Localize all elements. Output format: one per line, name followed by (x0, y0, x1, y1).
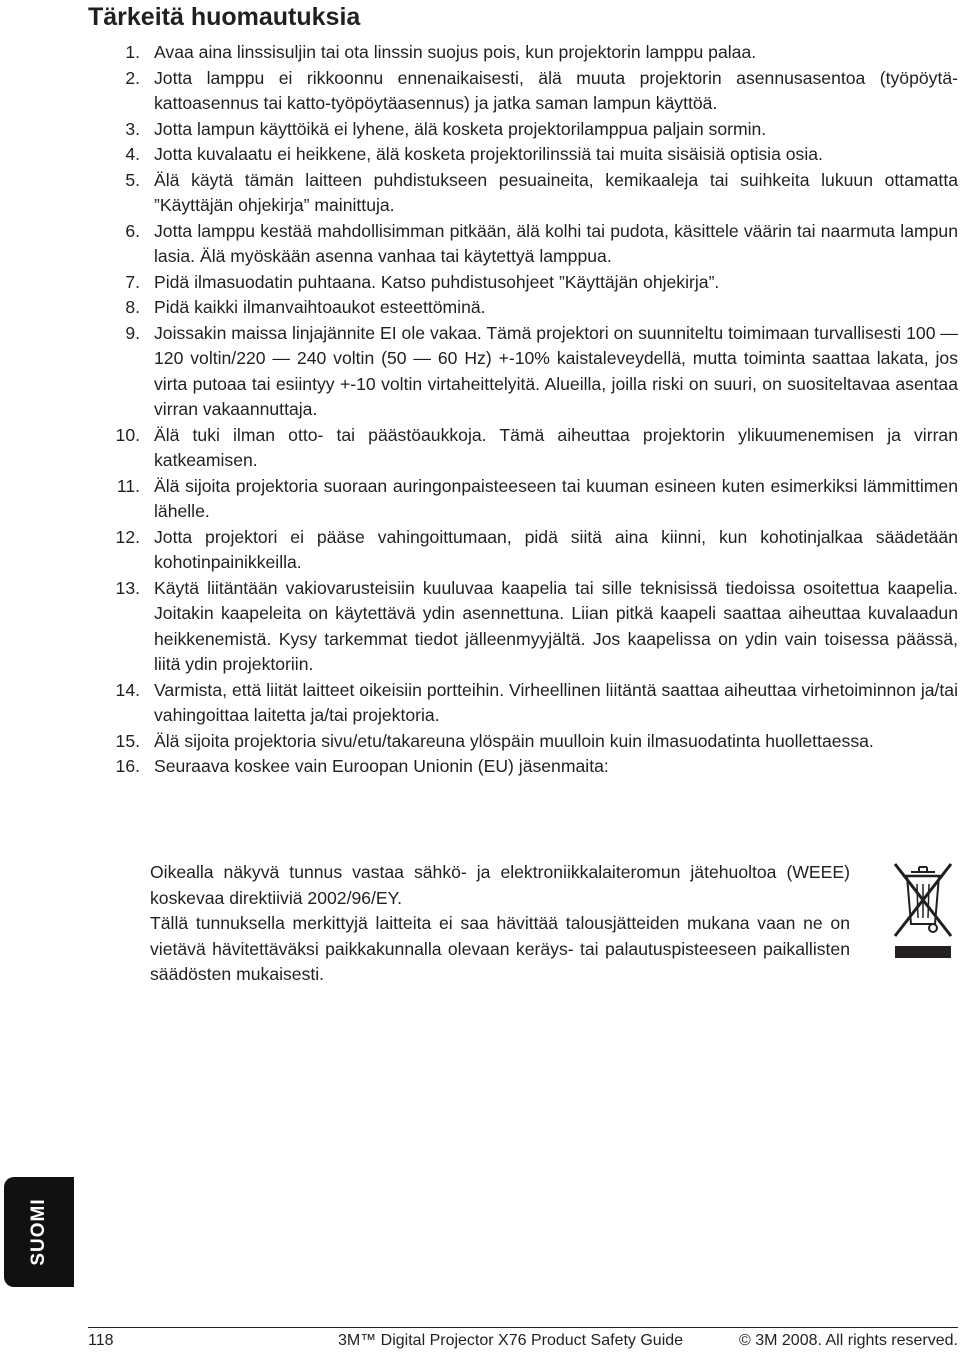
weee-notice (150, 860, 850, 988)
item-number: 9. (125, 322, 140, 343)
page-title: Tärkeitä huomautuksia (88, 3, 361, 31)
list-item (88, 474, 958, 525)
weee-paragraph: Oikealla näkyvä tunnus vastaa sähkö- ja elektroniikkalaiteromun jätehuoltoa (WEEE) koskevaa direktiiviä 2002/96/EY. (150, 862, 850, 908)
item-text: Jotta projektori ei pääse vahingoittumaan, pidä siitä aina kiinni, kun kohotinjalkaa säädetään kohotinpainikkeilla. (154, 526, 958, 572)
list-item (88, 142, 958, 168)
list-item (88, 729, 958, 755)
copyright: © 3M 2008. All rights reserved. (739, 1332, 958, 1349)
list-item (88, 270, 958, 296)
list-item (88, 423, 958, 474)
item-number: 14. (115, 679, 140, 700)
item-number: 6. (125, 220, 140, 241)
item-number: 12. (115, 526, 140, 547)
list-item (88, 678, 958, 729)
item-text: Joissakin maissa linjajännite EI ole vakaa. Tämä projektori on suunniteltu toimimaan turvallisesti 100 — 120 voltin/220 — 240 voltin (50 — 60 Hz) +-10% kaistaleveydellä, mutta toiminta saattaa lakata, jos virta putoaa tai esiintyy +-10 voltin virtaheittelyitä. Alueilla, joilla riski on suuri, on suositeltavaa asentaa virran vakaannuttaja. (154, 322, 958, 419)
item-number: 15. (115, 730, 140, 751)
crossed-out-wheelie-bin-icon (893, 862, 953, 962)
item-text: Varmista, että liität laitteet oikeisiin portteihin. Virheellinen liitäntä saattaa aiheuttaa virhetoiminnon ja/tai vahingoittaa laitetta ja/tai projektoria. (154, 679, 958, 725)
list-item (88, 754, 958, 780)
item-number: 1. (125, 42, 140, 62)
item-number: 3. (125, 118, 140, 139)
list-item (88, 576, 958, 678)
item-text: Älä käytä tämän laitteen puhdistukseen pesuaineita, kemikaaleja tai suihkeita lukuun ottamatta ”Käyttäjän ohjekirja” mainittuja. (154, 169, 958, 215)
item-text: Jotta lampun käyttöikä ei lyhene, älä kosketa projektorilamppua paljain sormin. (154, 118, 767, 139)
item-number: 7. (125, 271, 140, 292)
page-number: 118 (88, 1332, 114, 1349)
item-text: Pidä kaikki ilmanvaihtoaukot esteettöminä. (154, 297, 486, 317)
language-label: SUOMI (28, 1198, 49, 1266)
footer-divider (88, 1327, 958, 1328)
list-item (88, 117, 958, 143)
item-number: 5. (125, 169, 140, 190)
list-item (88, 525, 958, 576)
item-text: Jotta lamppu kestää mahdollisimman pitkään, älä kolhi tai pudota, käsittele väärin tai naarmuta lampun lasia. Älä myöskään asenna vanhaa tai käytettyä lamppua. (154, 220, 958, 266)
item-number: 4. (125, 144, 140, 164)
item-number: 2. (125, 67, 140, 88)
list-item (88, 168, 958, 219)
item-number: 10. (115, 424, 140, 445)
list-item (88, 66, 958, 117)
list-item (88, 219, 958, 270)
item-text: Seuraava koskee vain Euroopan Unionin (EU) jäsenmaita: (154, 756, 609, 776)
item-text: Jotta kuvalaatu ei heikkene, älä kosketa projektorilinssiä tai muita sisäisiä optisia osia. (154, 144, 823, 164)
footer (88, 1331, 958, 1351)
list-item (88, 40, 958, 66)
list-item (88, 321, 958, 423)
item-number: 11. (116, 475, 140, 496)
list-item (88, 295, 958, 321)
item-text: Avaa aina linssisuljin tai ota linssin suojus pois, kun projektorin lamppu palaa. (154, 42, 757, 62)
item-text: Käytä liitäntään vakiovarusteisiin kuuluvaa kaapelia tai sille teknisissä tiedoissa osoitettua kaapelia. Joitakin kaapeleita on käytettävä ydin asennettuna. Liian pitkä kaapeli saattaa aiheuttaa kuvalaadun heikkenemistä. Kysy tarkemmat tiedot jälleenmyyjältä. Jos kaapelissa on ydin vain toisessa päässä, liitä ydin projektoriin. (154, 577, 958, 674)
item-text: Älä sijoita projektoria suoraan auringonpaisteeseen tai kuuman esineen kuten esimerkiksi lämmittimen lähelle. (154, 475, 958, 521)
item-number: 16. (115, 756, 140, 776)
guide-title: 3M™ Digital Projector X76 Product Safety Guide (338, 1332, 684, 1349)
weee-paragraph: Tällä tunnuksella merkittyjä laitteita ei saa hävittää talousjätteiden mukana vaan ne on vietävä hävitettäväksi paikkakunnalla olevaan keräys- tai palautuspisteeseen paikallisten säädösten mukaisesti. (150, 913, 850, 984)
item-text: Pidä ilmasuodatin puhtaana. Katso puhdistusohjeet ”Käyttäjän ohjekirja”. (154, 271, 720, 292)
item-number: 8. (125, 297, 140, 317)
item-text: Älä sijoita projektoria sivu/etu/takareuna ylöspäin muulloin kuin ilmasuodatinta huollettaessa. (154, 730, 874, 751)
item-text: Jotta lamppu ei rikkoonnu ennenaikaisesti, älä muuta projektorin asennusasentoa (työpöytä-kattoasennus tai katto-työpöytäasennus) ja jatka saman lampun käyttöä. (154, 67, 958, 113)
notes-list (88, 40, 958, 780)
item-number: 13. (115, 577, 140, 598)
language-tab (4, 1177, 74, 1287)
item-text: Älä tuki ilman otto- tai päästöaukkoja. Tämä aiheuttaa projektorin ylikuumenemisen ja virran katkeamisen. (154, 424, 958, 470)
